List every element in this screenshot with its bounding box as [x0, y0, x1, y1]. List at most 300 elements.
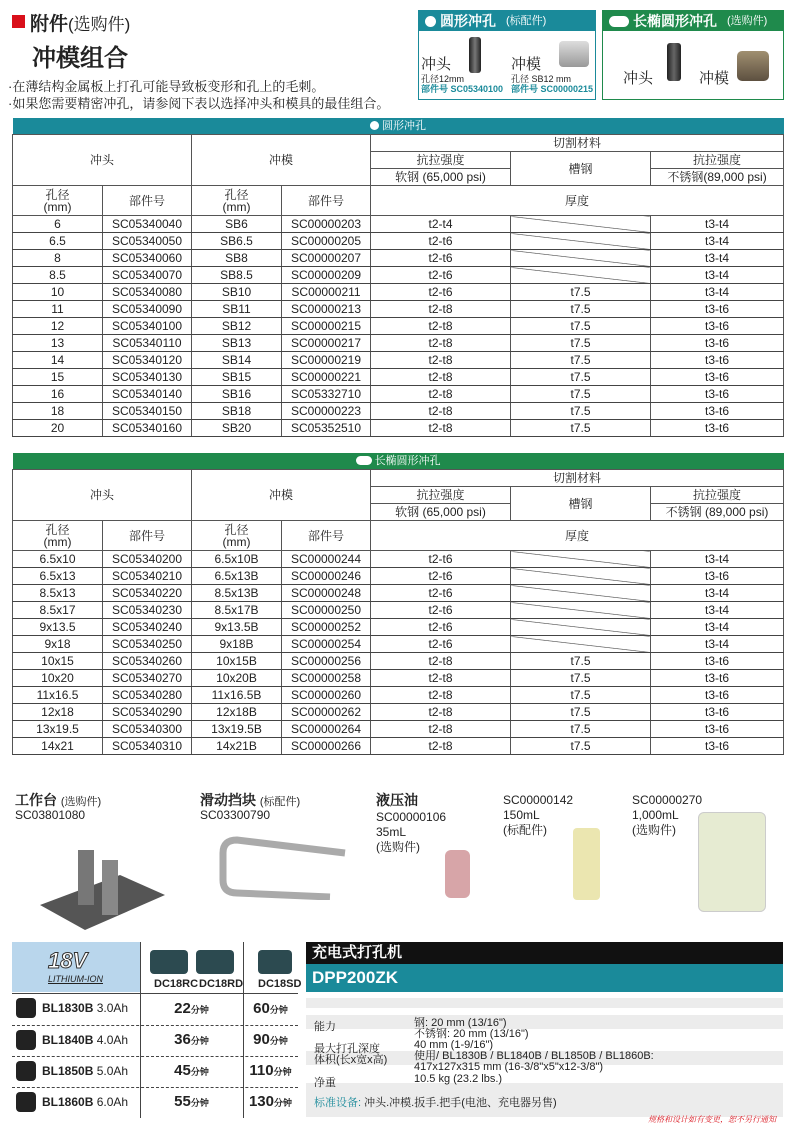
- empty-cell: [511, 250, 651, 267]
- footer-disclaimer: 规格和设计如有变更，恕不另行通知: [648, 1115, 776, 1124]
- table-cell: 14x21: [13, 738, 103, 755]
- table-cell: SC05340300: [103, 721, 192, 738]
- die-size: 孔径 SB12 mm: [511, 74, 572, 84]
- table-cell: 12: [13, 318, 103, 335]
- table-cell: t3-t6: [651, 687, 784, 704]
- battery-capacity: 3.0Ah: [96, 1001, 129, 1015]
- table-cell: 10x15B: [192, 653, 282, 670]
- battery-charge-table: [12, 942, 302, 1118]
- table-cell: 6.5x13: [13, 568, 103, 585]
- table-cell: 10x20: [13, 670, 103, 687]
- table-cell: 6.5x10: [13, 551, 103, 568]
- table-cell: t2-t4: [371, 216, 511, 233]
- table-cell: t3-t6: [651, 721, 784, 738]
- battery-capacity: 5.0Ah: [96, 1063, 129, 1078]
- header-thickness: 厚度: [371, 186, 784, 216]
- charge-time-rc: 45分钟: [174, 1062, 209, 1079]
- header-die: 冲模: [192, 470, 371, 521]
- header-die: 冲模: [192, 135, 371, 186]
- spec-dim-1: 使用/ BL1830B / BL1840B / BL1850B / BL1860B:: [414, 1050, 654, 1062]
- table-cell: t2-t6: [371, 585, 511, 602]
- table-row: [13, 619, 784, 636]
- table-cell: t3-t6: [651, 318, 784, 335]
- header-tensile: 抗拉强度: [651, 487, 784, 504]
- header-hole: 孔径 (mm): [13, 186, 103, 216]
- table-cell: SC05340260: [103, 653, 192, 670]
- table-cell: 9x13.5: [13, 619, 103, 636]
- table-cell: t3-t4: [651, 551, 784, 568]
- table-cell: 6: [13, 216, 103, 233]
- table-cell: t2-t6: [371, 636, 511, 653]
- table-cell: t3-t4: [651, 602, 784, 619]
- battery-row: [12, 994, 298, 1022]
- slide-stop-image: [215, 835, 355, 900]
- battery-icon: [16, 1061, 36, 1081]
- table-cell: t2-t8: [371, 420, 511, 437]
- table-cell: t7.5: [511, 386, 651, 403]
- table-cell: SC00000209: [282, 267, 371, 284]
- table-cell: t2-t8: [371, 704, 511, 721]
- charger-dc18sd: DC18SD: [258, 978, 302, 990]
- table-cell: t2-t8: [371, 687, 511, 704]
- table-cell: t2-t8: [371, 403, 511, 420]
- table-cell: SC00000246: [282, 568, 371, 585]
- charge-time-sd: 90分钟: [253, 1031, 288, 1048]
- table-cell: t7.5: [511, 738, 651, 755]
- header-hole: 孔径 (mm): [13, 521, 103, 551]
- table-cell: t2-t8: [371, 386, 511, 403]
- header-hole: 孔径 (mm): [192, 186, 282, 216]
- table-row: [13, 551, 784, 568]
- table-cell: t3-t6: [651, 653, 784, 670]
- table-title-bar: 长椭圆形冲孔: [13, 453, 784, 470]
- table-cell: 14: [13, 352, 103, 369]
- table-cell: t2-t8: [371, 352, 511, 369]
- table-cell: SC00000211: [282, 284, 371, 301]
- table-cell: t3-t4: [651, 216, 784, 233]
- table-row: [13, 335, 784, 352]
- table-cell: 15: [13, 369, 103, 386]
- table-cell: 13x19.5: [13, 721, 103, 738]
- header-tensile: 抗拉强度: [651, 152, 784, 169]
- table-cell: t7.5: [511, 284, 651, 301]
- header-tensile: 抗拉强度: [371, 152, 511, 169]
- table-cell: t3-t4: [651, 267, 784, 284]
- table-cell: 6.5: [13, 233, 103, 250]
- table-cell: SC05340110: [103, 335, 192, 352]
- empty-cell: [511, 267, 651, 284]
- table-cell: SC05340200: [103, 551, 192, 568]
- oval-punch-label: 冲头: [623, 70, 654, 87]
- battery-model: BL1850B: [42, 1063, 94, 1078]
- oil-35: SC00000106 35mL (选购件): [376, 810, 447, 854]
- table-row: [13, 301, 784, 318]
- table-cell: t3-t6: [651, 420, 784, 437]
- table-cell: SC05340270: [103, 670, 192, 687]
- table-cell: SC05340150: [103, 403, 192, 420]
- table-cell: SC00000217: [282, 335, 371, 352]
- header-channel: 槽钢: [511, 152, 651, 186]
- table-cell: t3-t6: [651, 704, 784, 721]
- table-cell: SC00000256: [282, 653, 371, 670]
- table-cell: t3-t6: [651, 670, 784, 687]
- charger-icon: [150, 950, 188, 974]
- table-cell: SC00000264: [282, 721, 371, 738]
- table-cell: SC05340280: [103, 687, 192, 704]
- battery-icon: [16, 998, 36, 1018]
- table-cell: SC00000223: [282, 403, 371, 420]
- charge-time-rc: 36分钟: [174, 1031, 209, 1048]
- table-row: [13, 403, 784, 420]
- spec-dim-label: 体积(长x宽x高): [314, 1054, 388, 1066]
- oil-bottle-medium: [573, 828, 600, 900]
- table-cell: t7.5: [511, 687, 651, 704]
- table-cell: t3-t6: [651, 335, 784, 352]
- slide-stop-title: 滑动挡块 (标配件): [200, 792, 301, 808]
- product-model: DPP200ZK: [306, 964, 783, 992]
- table-row: [13, 216, 784, 233]
- table-cell: SC00000207: [282, 250, 371, 267]
- table-row: [13, 369, 784, 386]
- table-cell: SC00000262: [282, 704, 371, 721]
- table-row: [13, 386, 784, 403]
- table-row: [13, 233, 784, 250]
- battery-capacity: 6.0Ah: [96, 1094, 129, 1109]
- battery-capacity: 4.0Ah: [96, 1032, 129, 1047]
- table-cell: SB8: [192, 250, 282, 267]
- header-mild-steel: 软钢 (65,000 psi): [371, 169, 511, 186]
- spec-depth-label: 最大打孔深度: [314, 1043, 380, 1055]
- oil-150: SC00000142 150mL (标配件): [503, 793, 574, 837]
- table-cell: t2-t8: [371, 318, 511, 335]
- table-cell: t2-t8: [371, 335, 511, 352]
- charger-icon: [196, 950, 234, 974]
- oval-die-label: 冲模: [699, 70, 730, 87]
- table-cell: SC05340140: [103, 386, 192, 403]
- table-cell: t7.5: [511, 335, 651, 352]
- charger-dc18rc: DC18RC: [154, 978, 199, 990]
- empty-cell: [511, 216, 651, 233]
- table-cell: SC05340310: [103, 738, 192, 755]
- table-cell: t3-t4: [651, 585, 784, 602]
- table-cell: SC05340080: [103, 284, 192, 301]
- table-cell: SC05340060: [103, 250, 192, 267]
- header-part: 部件号: [282, 521, 371, 551]
- table-cell: t2-t8: [371, 738, 511, 755]
- spec-depth: 40 mm (1-9/16"): [414, 1039, 494, 1051]
- table-cell: SC05340230: [103, 602, 192, 619]
- oil-title: 液压油: [376, 792, 418, 808]
- header-punch: 冲头: [13, 470, 192, 521]
- table-cell: SB13: [192, 335, 282, 352]
- table-cell: SB18: [192, 403, 282, 420]
- die-label: 冲模: [511, 56, 542, 73]
- workbench-title: 工作台 (选购件): [15, 792, 102, 808]
- table-cell: t7.5: [511, 670, 651, 687]
- table-cell: t2-t8: [371, 301, 511, 318]
- table-cell: SC05340090: [103, 301, 192, 318]
- table-cell: 20: [13, 420, 103, 437]
- charger-dc18rd: DC18RD: [199, 978, 244, 990]
- charge-time-sd: 130分钟: [248, 1093, 293, 1110]
- header-channel: 槽钢: [511, 487, 651, 521]
- table-row: [13, 284, 784, 301]
- table-cell: t2-t6: [371, 267, 511, 284]
- table-cell: 8.5x17: [13, 602, 103, 619]
- table-cell: 6.5x13B: [192, 568, 282, 585]
- punch-part: 部件号 SC05340100: [421, 84, 504, 94]
- table-cell: 9x18B: [192, 636, 282, 653]
- table-cell: SB8.5: [192, 267, 282, 284]
- table-cell: t3-t4: [651, 233, 784, 250]
- table-cell: 8.5x13: [13, 585, 103, 602]
- note-2: ·如果您需要精密冲孔，请参阅下表以选择冲头和模具的最佳组合。: [8, 96, 390, 111]
- table-cell: t3-t6: [651, 568, 784, 585]
- table-cell: SB14: [192, 352, 282, 369]
- table-row: [13, 721, 784, 738]
- table-cell: t3-t6: [651, 352, 784, 369]
- battery-model: BL1860B: [42, 1094, 94, 1109]
- table-cell: t3-t4: [651, 636, 784, 653]
- oil-1000: SC00000270 1,000mL (选购件): [632, 793, 703, 837]
- table-title-bar: 圆形冲孔: [13, 118, 784, 135]
- header-cut-material: 切割材料: [371, 470, 784, 487]
- spec-standard: 标准设备: 冲头.冲模.扳手.把手(电池、充电器另售): [314, 1097, 557, 1109]
- table-row: [13, 420, 784, 437]
- oval-icon: [609, 16, 629, 27]
- table-cell: t2-t6: [371, 619, 511, 636]
- table-cell: SC05352510: [282, 420, 371, 437]
- table-row: [13, 653, 784, 670]
- table-cell: SC00000221: [282, 369, 371, 386]
- oval-punch-image: [667, 43, 681, 81]
- page-title: 冲模组合: [32, 45, 128, 72]
- table-cell: 10: [13, 284, 103, 301]
- header-part: 部件号: [103, 186, 192, 216]
- table-cell: t7.5: [511, 352, 651, 369]
- empty-cell: [511, 619, 651, 636]
- header-thickness: 厚度: [371, 521, 784, 551]
- table-cell: SC00000254: [282, 636, 371, 653]
- table-cell: t3-t6: [651, 738, 784, 755]
- spec-capacity-1: 钢: 20 mm (13/16"): [414, 1017, 507, 1029]
- table-cell: SB11: [192, 301, 282, 318]
- charge-time-rc: 22分钟: [174, 999, 209, 1017]
- table-cell: 9x18: [13, 636, 103, 653]
- table-cell: 10x15: [13, 653, 103, 670]
- header-tensile: 抗拉强度: [371, 487, 511, 504]
- table-cell: 11: [13, 301, 103, 318]
- slide-stop-part: SC03300790: [200, 808, 271, 822]
- oval-die-image: [737, 51, 769, 81]
- table-cell: SC00000205: [282, 233, 371, 250]
- table-cell: SC05332710: [282, 386, 371, 403]
- workbench-image: [30, 820, 170, 935]
- table-cell: 16: [13, 386, 103, 403]
- empty-cell: [511, 636, 651, 653]
- empty-cell: [511, 568, 651, 585]
- oval-punch-box: 长椭圆形冲孔 (选购件) 冲头 冲模: [602, 10, 784, 100]
- table-cell: SB6.5: [192, 233, 282, 250]
- table-row: [13, 568, 784, 585]
- table-cell: 8: [13, 250, 103, 267]
- table-cell: 9x13.5B: [192, 619, 282, 636]
- workbench-part: SC03801080: [15, 808, 86, 822]
- product-spec-panel: [306, 942, 783, 1122]
- die-part: 部件号 SC00000215: [511, 84, 594, 94]
- table-cell: SC00000258: [282, 670, 371, 687]
- table-cell: 11x16.5B: [192, 687, 282, 704]
- table-cell: t7.5: [511, 704, 651, 721]
- table-row: [13, 267, 784, 284]
- empty-cell: [511, 233, 651, 250]
- section-title: 附件(选购件): [30, 14, 131, 35]
- table-cell: SC00000215: [282, 318, 371, 335]
- table-cell: t3-t4: [651, 619, 784, 636]
- table-cell: SB10: [192, 284, 282, 301]
- table-cell: SC05340100: [103, 318, 192, 335]
- battery-row: [12, 1087, 298, 1115]
- table-cell: SC05340130: [103, 369, 192, 386]
- table-row: [13, 636, 784, 653]
- spec-capacity-label: 能力: [314, 1021, 336, 1033]
- table-row: [13, 602, 784, 619]
- charge-time-sd: 110分钟: [249, 1062, 292, 1079]
- table-cell: SC00000248: [282, 585, 371, 602]
- battery-model: BL1840B: [42, 1032, 94, 1047]
- table-cell: t2-t6: [371, 250, 511, 267]
- punch-size: 孔径12mm: [421, 74, 465, 84]
- table-cell: t2-t6: [371, 602, 511, 619]
- punch-label: 冲头: [421, 56, 452, 73]
- table-row: [13, 687, 784, 704]
- empty-cell: [511, 551, 651, 568]
- table-cell: SC05340160: [103, 420, 192, 437]
- table-cell: t7.5: [511, 403, 651, 420]
- table-row: [13, 250, 784, 267]
- table-cell: SC00000219: [282, 352, 371, 369]
- table-cell: SC05340070: [103, 267, 192, 284]
- table-cell: SB15: [192, 369, 282, 386]
- spec-weight-label: 净重: [314, 1077, 336, 1089]
- table-cell: t3-t6: [651, 403, 784, 420]
- table-row: [13, 585, 784, 602]
- header-part: 部件号: [103, 521, 192, 551]
- table-cell: t2-t6: [371, 233, 511, 250]
- lithium-ion-logo: 18V LITHIUM-ION: [12, 942, 140, 992]
- table-cell: t7.5: [511, 301, 651, 318]
- table-cell: SC00000252: [282, 619, 371, 636]
- table-row: [13, 704, 784, 721]
- table-cell: t7.5: [511, 420, 651, 437]
- table-cell: 11x16.5: [13, 687, 103, 704]
- table-cell: SC05340040: [103, 216, 192, 233]
- table-row: [13, 318, 784, 335]
- charge-time-sd: 60分钟: [253, 999, 288, 1017]
- table-cell: SB20: [192, 420, 282, 437]
- header-cut-material: 切割材料: [371, 135, 784, 152]
- round-punch-table: [12, 118, 784, 437]
- table-cell: 13x19.5B: [192, 721, 282, 738]
- table-cell: SB12: [192, 318, 282, 335]
- header-mild-steel: 软钢 (65,000 psi): [371, 504, 511, 521]
- table-cell: 18: [13, 403, 103, 420]
- table-cell: SB16: [192, 386, 282, 403]
- table-cell: SC05340050: [103, 233, 192, 250]
- table-cell: SC00000213: [282, 301, 371, 318]
- table-cell: t2-t8: [371, 721, 511, 738]
- table-cell: SC05340250: [103, 636, 192, 653]
- table-cell: SC05340290: [103, 704, 192, 721]
- table-cell: t3-t4: [651, 250, 784, 267]
- header-part: 部件号: [282, 186, 371, 216]
- table-cell: t7.5: [511, 369, 651, 386]
- spec-dim-2: 417x127x315 mm (16-3/8"x5"x12-3/8"): [414, 1061, 604, 1073]
- table-cell: t2-t8: [371, 369, 511, 386]
- table-cell: 12x18B: [192, 704, 282, 721]
- table-cell: SB6: [192, 216, 282, 233]
- table-cell: SC05340240: [103, 619, 192, 636]
- battery-row: [12, 1056, 298, 1084]
- table-cell: t7.5: [511, 653, 651, 670]
- table-cell: SC00000266: [282, 738, 371, 755]
- empty-cell: [511, 585, 651, 602]
- oil-bottle-small: [445, 850, 470, 898]
- table-cell: t3-t4: [651, 284, 784, 301]
- punch-image: [469, 37, 481, 73]
- table-cell: 10x20B: [192, 670, 282, 687]
- spec-weight: 10.5 kg (23.2 lbs.): [414, 1073, 503, 1085]
- section-marker: [12, 15, 25, 28]
- table-cell: 14x21B: [192, 738, 282, 755]
- table-cell: t7.5: [511, 721, 651, 738]
- empty-cell: [511, 602, 651, 619]
- round-punch-box: 圆形冲孔 (标配件) 冲头 冲模 孔径12mm 部件号 SC05340100 孔径 SB12 mm 部件号 SC00000215: [418, 10, 596, 100]
- spec-capacity-2: 不锈钢: 20 mm (13/16"): [414, 1028, 529, 1040]
- table-cell: 13: [13, 335, 103, 352]
- table-cell: t2-t8: [371, 653, 511, 670]
- note-1: ·在薄结构金属板上打孔可能导致板变形和孔上的毛刺。: [8, 79, 325, 94]
- table-cell: t3-t6: [651, 369, 784, 386]
- table-cell: 12x18: [13, 704, 103, 721]
- table-cell: 8.5x13B: [192, 585, 282, 602]
- oval-punch-table: [12, 453, 784, 755]
- oil-jug-large: [698, 812, 766, 912]
- header-punch: 冲头: [13, 135, 192, 186]
- charge-time-rc: 55分钟: [174, 1093, 209, 1110]
- table-cell: SC00000244: [282, 551, 371, 568]
- table-row: [13, 352, 784, 369]
- product-title: 充电式打孔机: [306, 942, 783, 964]
- table-cell: t3-t6: [651, 386, 784, 403]
- table-cell: SC00000260: [282, 687, 371, 704]
- table-cell: t7.5: [511, 318, 651, 335]
- table-cell: SC00000250: [282, 602, 371, 619]
- table-cell: SC05340120: [103, 352, 192, 369]
- round-icon: [425, 16, 436, 27]
- table-cell: t2-t6: [371, 551, 511, 568]
- table-cell: t2-t8: [371, 670, 511, 687]
- battery-icon: [16, 1092, 36, 1112]
- header-stainless: 不锈钢(89,000 psi): [651, 169, 784, 186]
- die-image: [559, 41, 589, 67]
- table-cell: t3-t6: [651, 301, 784, 318]
- table-cell: 6.5x10B: [192, 551, 282, 568]
- table-row: [13, 670, 784, 687]
- battery-row: [12, 1025, 298, 1053]
- battery-icon: [16, 1030, 36, 1050]
- table-cell: 8.5: [13, 267, 103, 284]
